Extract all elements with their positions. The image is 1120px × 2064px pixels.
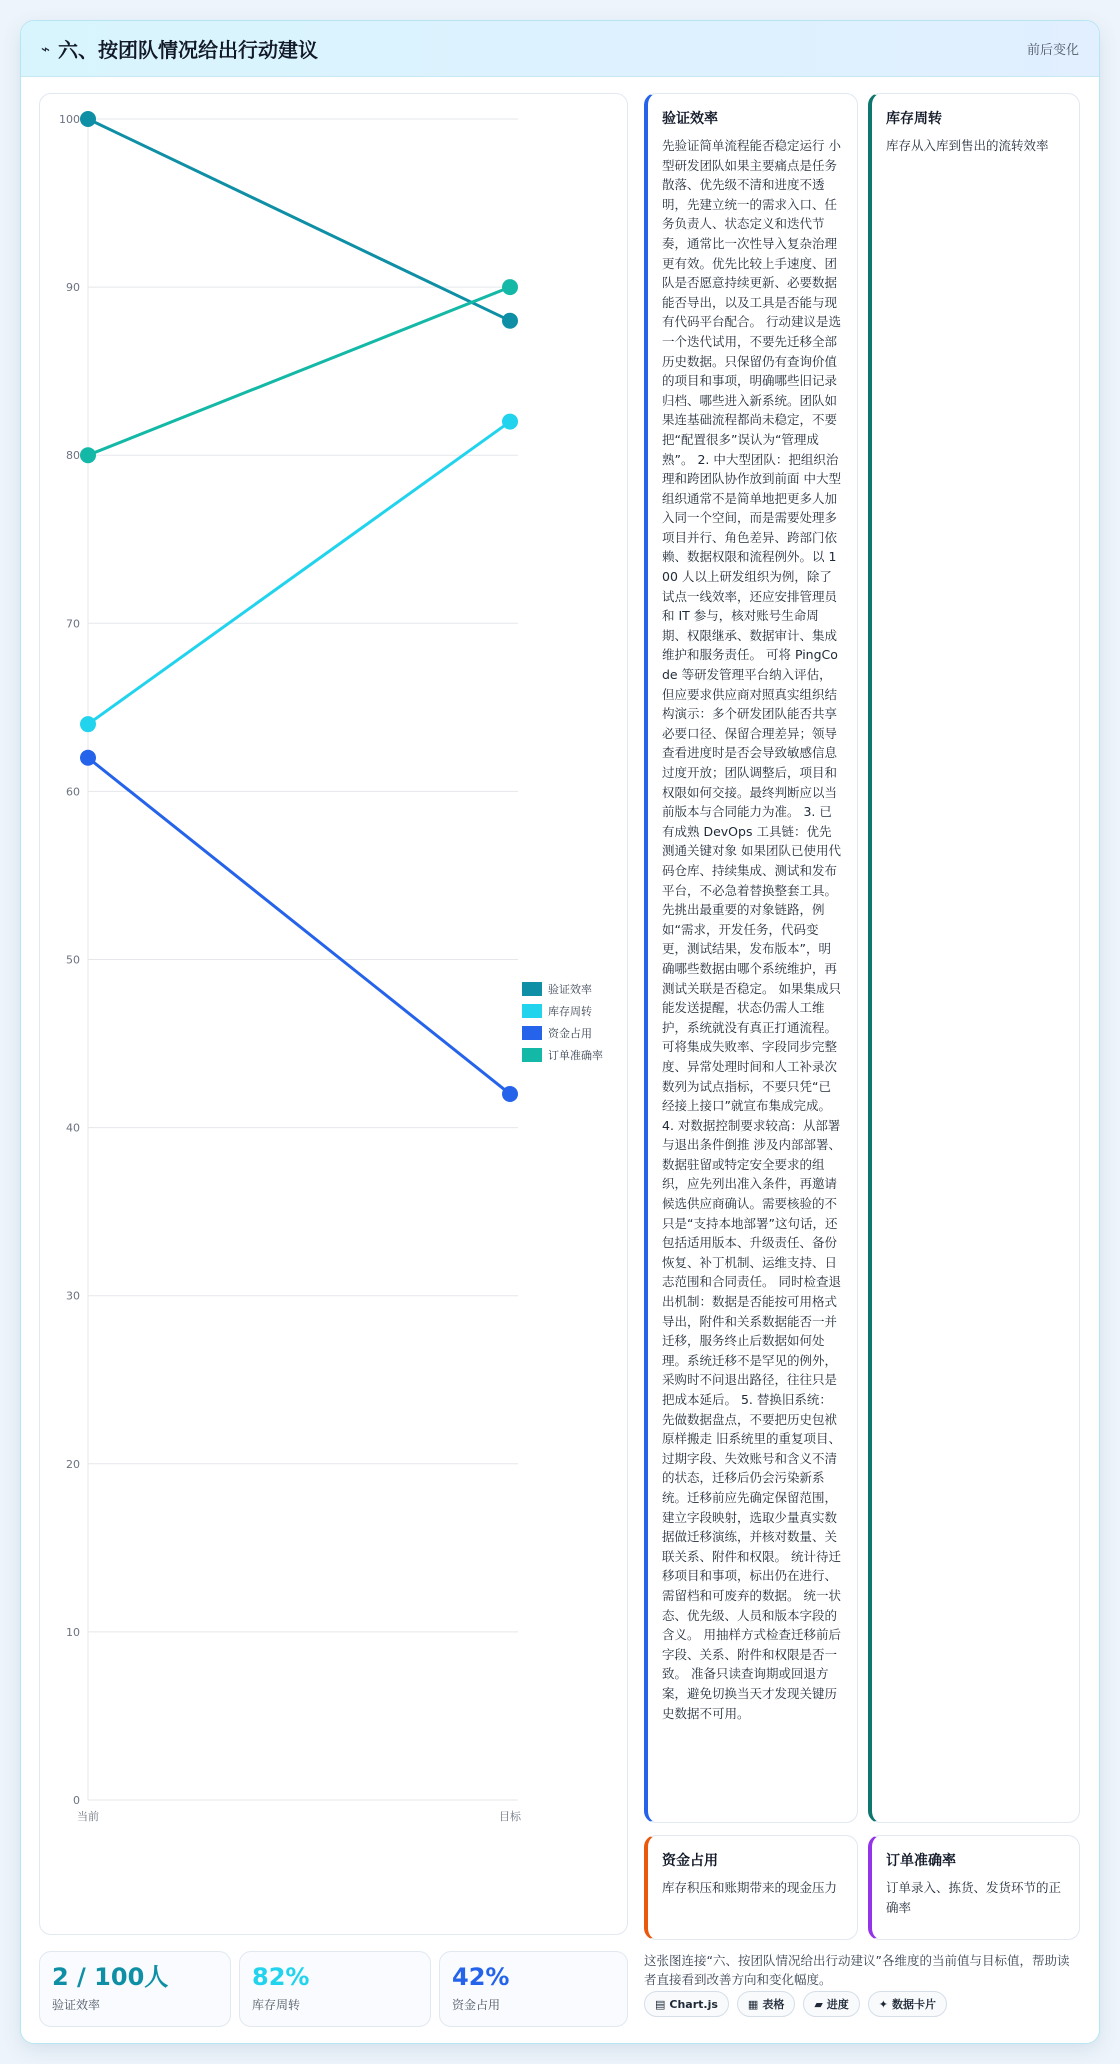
chip-label: 表格 xyxy=(762,1998,785,2011)
legend-swatch xyxy=(522,1026,542,1040)
stat-label: 库存周转 xyxy=(252,1998,301,2012)
y-tick-label: 50 xyxy=(66,953,80,967)
series-line xyxy=(88,287,510,455)
y-tick-label: 80 xyxy=(66,449,80,463)
note-card-0 xyxy=(644,93,858,1823)
tag-chips xyxy=(644,1991,947,2017)
y-tick-label: 30 xyxy=(66,1289,80,1303)
series-line xyxy=(88,119,510,321)
stat-value: 2 / 100人 xyxy=(52,1963,169,1991)
y-tick-label: 90 xyxy=(66,281,80,295)
stat-value: 42% xyxy=(452,1963,510,1991)
chip-icon: ▦ xyxy=(747,1997,759,2011)
legend-label: 资金占用 xyxy=(548,1027,592,1040)
chart-panel xyxy=(39,93,628,1935)
header-tag: 前后变化 xyxy=(1026,43,1079,58)
data-point xyxy=(80,111,96,127)
chip-icon: ▤ xyxy=(655,1997,666,2011)
chip-label: 进度 xyxy=(826,1998,849,2011)
note-body: 库存积压和账期带来的现金压力 xyxy=(662,1880,838,1895)
legend-label: 验证效率 xyxy=(548,983,592,996)
stat-card-2 xyxy=(439,1951,628,2027)
data-point xyxy=(80,447,96,463)
data-point xyxy=(502,313,518,329)
x-tick-label: 目标 xyxy=(499,1810,521,1823)
note-title: 验证效率 xyxy=(662,111,718,127)
line-chart xyxy=(40,94,629,1936)
chip-label: Chart.js xyxy=(669,1997,718,2011)
note-card-1 xyxy=(868,93,1080,1823)
stat-label: 验证效率 xyxy=(52,1998,101,2012)
note-card-3 xyxy=(868,1835,1080,1940)
chart-caption: 这张图连接“六、按团队情况给出行动建议”各维度的当前值与目标值，帮助读者直接看到改善方向和变化幅度。 xyxy=(644,1953,1070,1987)
chip-icon: ✦ xyxy=(878,1997,889,2011)
tag-chip[interactable] xyxy=(803,1991,859,2017)
legend-swatch xyxy=(522,1004,542,1018)
data-point xyxy=(80,750,96,766)
data-point xyxy=(502,1086,518,1102)
x-tick-label: 当前 xyxy=(77,1810,99,1823)
y-tick-label: 20 xyxy=(66,1457,80,1471)
legend-label: 库存周转 xyxy=(548,1005,592,1018)
y-tick-label: 0 xyxy=(73,1794,80,1807)
y-tick-label: 40 xyxy=(66,1121,80,1135)
legend-swatch xyxy=(522,1048,542,1062)
data-point xyxy=(502,414,518,430)
y-tick-label: 60 xyxy=(66,785,80,799)
y-tick-label: 70 xyxy=(66,617,80,631)
legend-swatch xyxy=(522,982,542,996)
note-body: 订单录入、拣货、发货环节的正确率 xyxy=(886,1880,1062,1915)
title-wrap xyxy=(41,34,318,63)
note-title: 资金占用 xyxy=(662,1853,718,1869)
section-card xyxy=(20,20,1100,2044)
data-point xyxy=(502,279,518,295)
note-title: 订单准确率 xyxy=(886,1853,956,1869)
series-line xyxy=(88,422,510,725)
card-header xyxy=(21,21,1099,77)
legend-label: 订单准确率 xyxy=(548,1049,603,1062)
chip-label: 数据卡片 xyxy=(892,1998,937,2011)
y-tick-label: 10 xyxy=(66,1625,80,1639)
stat-label: 资金占用 xyxy=(452,1998,501,2012)
stat-card-1 xyxy=(239,1951,431,2027)
note-title: 库存周转 xyxy=(886,111,942,127)
note-body: 库存从入库到售出的流转效率 xyxy=(886,138,1049,153)
stat-card-0 xyxy=(39,1951,231,2027)
pulse-icon: ⌁ xyxy=(41,39,51,58)
note-card-2 xyxy=(644,1835,858,1940)
stat-value: 82% xyxy=(252,1963,310,1991)
chip-icon: ▰ xyxy=(814,1997,823,2011)
note-body: 先验证简单流程能否稳定运行 小型研发团队如果主要痛点是任务散落、优先级不清和进度不透明，先建立统一的需求入口、任务负责人、状态定义和迭代节奏，通常比一次性导入复杂治理更有效。优先比较上手速度、团队是否愿意持续更新、必要数据能否导出，以及工具是否能与现有代码平台配合。 行动建议是选一个迭代试用，不要先迁移全部历史数据。只保留仍有查询价值的项目和事项，明确哪些旧记录归档、哪些进入新系统。团队如果连基础流程都尚未稳定，不要把“配置很多”误认为“管理成熟”。 2. 中大型团队：把组织治理和跨团队协作放到前面 中大型组织通常不是简单地把更多人加入同一个空间，而是需要处理多项目并行、角色差异、跨部门依赖、数据权限和流程例外。以 100 人以上研发组织为例，除了试点一线效率，还应安排管理员和 IT 参与，核对账号生命周期、权限继承、数据审计、集成维护和服务责任。 可将 PingCode 等研发管理平台纳入评估，但应要求供应商对照真实组织结构演示：多个研发团队能否共享必要口径、保留合理差异；领导查看进度时是否会导致敏感信息过度开放；团队调整后，项目和权限如何交接。最终判断应以当前版本与合同能力为准。 3. 已有成熟 DevOps 工具链：优先测通关键对象 如果团队已使用代码仓库、持续集成、测试和发布平台，不必急着替换整套工具。先挑出最重要的对象链路，例如“需求，开发任务，代码变更，测试结果，发布版本”，明确哪些数据由哪个系统维护，再测试关联是否稳定。 如果集成只能发送提醒，状态仍需人工维护，系统就没有真正打通流程。可将集成失败率、字段同步完整度、异常处理时间和人工补录次数列为试点指标，不要只凭“已经接上接口”就宣布集成完成。 4. 对数据控制要求较高：从部署与退出条件倒推 涉及内部部署、数据驻留或特定安全要求的组织，应先列出准入条件，再邀请候选供应商确认。需要核验的不只是“支持本地部署”这句话，还包括适用版本、升级责任、备份恢复、补丁机制、运维支持、日志范围和合同责任。 同时检查退出机制：数据是否能按可用格式导出，附件和关系数据能否一并迁移，服务终止后数据如何处理。系统迁移不是罕见的例外，采购时不问退出路径，往往只是把成本延后。 5. 替换旧系统：先做数据盘点，不要把历史包袱原样搬走 旧系统里的重复项目、过期字段、失效账号和含义不清的状态，迁移后仍会污染新系统。迁移前应先确定保留范围，建立字段映射，选取少量真实数据做迁移演练，并核对数量、关联关系、附件和权限。 统计待迁移项目和事项，标出仍在进行、需留档和可废弃的数据。 统一状态、优先级、人员和版本字段的含义。 用抽样方式检查迁移前后字段、关系、附件和权限是否一致。 准备只读查询期或回退方案，避免切换当天才发现关键历史数据不可用。 xyxy=(662,138,841,1721)
section-title: 六、按团队情况给出行动建议 xyxy=(58,38,319,62)
y-tick-label: 100 xyxy=(59,113,80,126)
data-point xyxy=(80,716,96,732)
tag-chip[interactable] xyxy=(644,1991,729,2017)
series-line xyxy=(88,758,510,1094)
tag-chip[interactable] xyxy=(868,1991,947,2017)
tag-chip[interactable] xyxy=(737,1991,795,2017)
